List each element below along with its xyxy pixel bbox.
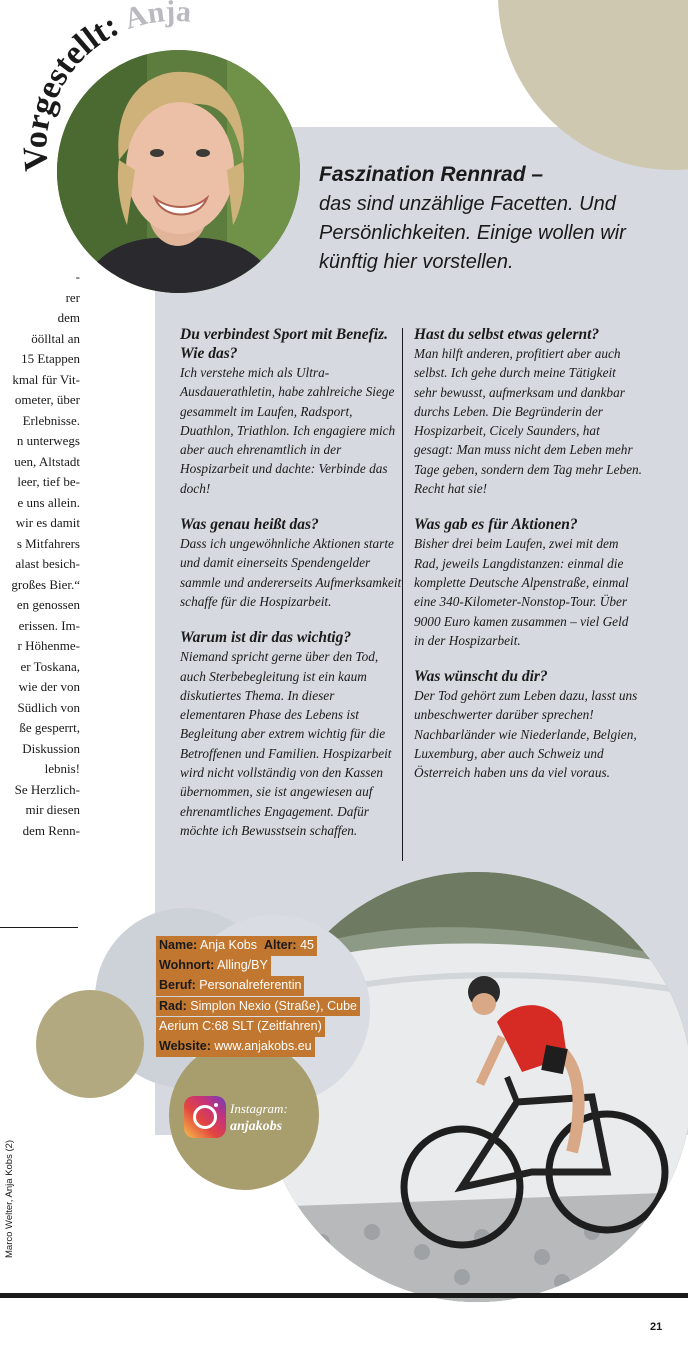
left-line: s Mitfahrers	[16, 535, 80, 551]
info-row-website	[156, 1037, 315, 1057]
title-kicker: Vorgestellt:	[16, 6, 125, 173]
left-column-cut-text	[0, 266, 80, 840]
left-line: e uns allein.	[17, 494, 80, 510]
left-line: mir diesen	[25, 802, 80, 817]
vorgestellt-curved-title	[0, 0, 320, 220]
answer: Ich verstehe mich als Ultra-Ausdauerathletin, habe zahlreiche Siege gesammelt im Laufen, Radsport, Duathlon, Triathlon. Ich engagiere mich aber auch ehrenamtlich in der Hospizarbeit und dachte: Verbinde das doch!	[180, 365, 396, 496]
left-line: r Höhenme-	[17, 638, 80, 653]
bike-value: Simplon Nexio (Straße), Cube	[190, 998, 357, 1013]
left-line: Se Herzlich-	[14, 781, 80, 797]
left-line: er Toskana,	[20, 658, 80, 674]
job-value: Personalreferentin	[199, 978, 302, 993]
left-line: en genossen	[16, 597, 80, 612]
question: Hast du selbst etwas gelernt?	[414, 326, 600, 343]
left-line: leer, tief be-	[17, 474, 80, 489]
question: Was gab es für Aktionen?	[414, 516, 578, 534]
left-line: -	[75, 269, 80, 284]
left-line: Diskussion	[22, 740, 80, 756]
left-line: ometer, über	[14, 392, 80, 407]
left-line: uen, Altstadt	[14, 453, 80, 469]
left-line: erissen. Im-	[18, 617, 80, 633]
residence-label: Wohnort:	[159, 958, 215, 973]
question: Warum ist dir das wichtig?	[180, 629, 352, 647]
residence-value: Alling/BY	[217, 958, 268, 973]
bottom-rule	[0, 1293, 688, 1298]
name-value: Anja Kobs	[200, 938, 257, 952]
bike-label: Rad:	[159, 998, 187, 1013]
left-line: lebnis!	[44, 761, 80, 776]
left-line: kmal für Vit-	[12, 371, 80, 387]
website-label: Website:	[159, 1039, 211, 1054]
instagram-username: anjakobs	[230, 1119, 283, 1134]
info-row-name	[156, 936, 317, 956]
website-link[interactable]: www.anjakobs.eu	[214, 1039, 312, 1054]
interview-column-2	[414, 325, 642, 800]
left-line: großes Bier.“	[11, 576, 80, 592]
intro-text	[319, 160, 679, 277]
title-name: Anja	[120, 0, 193, 36]
svg-text:Vorgestellt:Anja	[17, 0, 193, 173]
left-line: ße gesperrt,	[19, 720, 80, 735]
photo-credit: Marco Welter, Anja Kobs (2)	[4, 1139, 15, 1258]
left-line: Erlebnisse.	[22, 412, 80, 428]
left-line: dem Renn-	[22, 822, 80, 838]
instagram-label: Instagram:	[230, 1101, 288, 1116]
info-row-bike	[156, 997, 360, 1017]
question: Was wünscht du dir?	[414, 668, 548, 686]
question: Was genau heißt das?	[180, 516, 319, 534]
left-line: rer	[65, 289, 80, 305]
column-divider	[402, 328, 403, 861]
left-line: öölltal an	[31, 330, 80, 346]
info-row-bike-2	[156, 1017, 325, 1037]
answer: Dass ich ungewöhnliche Aktionen starte und damit einerseits Spendengelder sammle und andererseits Aufmerksamkeit schaffe für die Hospizarbeit.	[180, 536, 402, 609]
info-row-residence	[156, 956, 271, 976]
answer: Niemand spricht gerne über den Tod, auch Sterbebegleitung ist ein kaum diskutiertes Thema. In dieser elementaren Phase des Lebens ist Begleitung aber extrem wichtig für die Betroffenen und Familien. Hospizarbeit wird nicht vollständig von den Kassen übernommen, sie ist angewiesen auf ehrenamtliches Engagement. Dafür möchte ich Bewusstsein schaffen.	[180, 649, 392, 838]
instagram-icon[interactable]	[184, 1096, 226, 1138]
instagram-handle[interactable]	[230, 1100, 288, 1135]
profile-infobox	[156, 936, 360, 1057]
answer: Man hilft anderen, profitiert aber auch selbst. Ich gehe durch meine Tätigkeit sehr bewusst, aufmerksam und dankbar durchs Leben. Die Begründerin der Hospizarbeit, Cicely Saunders, hat gesagt: Man muss nicht dem Leben mehr Tage geben, sondern dem Tag mehr Leben. Recht hat sie!	[414, 346, 643, 497]
left-line: alast besich-	[15, 556, 80, 571]
olive-circle-decoration	[36, 990, 144, 1098]
left-line: 15 Etappen	[21, 351, 80, 366]
job-label: Beruf:	[159, 978, 196, 993]
left-line: n unterwegs	[16, 433, 80, 448]
page-number: 21	[650, 1321, 663, 1333]
name-label: Name:	[159, 938, 198, 952]
intro-body: das sind unzählige Facetten. Und Persönlichkeiten. Einige wollen wir künftig hier vorstellen.	[319, 193, 626, 273]
answer: Der Tod gehört zum Leben dazu, lasst uns unbeschwerter darüber sprechen! Nachbarländer wie Niederlande, Belgien, Luxemburg, aber auch Schweiz und Österreich haben uns da viel voraus.	[414, 688, 638, 781]
age-label: Alter:	[263, 938, 297, 952]
left-line: Südlich von	[17, 699, 80, 715]
info-row-job	[156, 976, 304, 996]
bike-value-2: Aerium C:68 SLT (Zeitfahren)	[159, 1018, 322, 1033]
left-column-rule	[0, 927, 78, 928]
left-line: wir es damit	[15, 515, 80, 530]
age-value: 45	[300, 938, 314, 952]
intro-lead: Faszination Rennrad –	[319, 163, 544, 186]
answer: Bisher drei beim Laufen, zwei mit dem Rad, jeweils Langdistanzen: einmal die komplette Deutsche Alpenstraße, einmal eine 340-Kilometer-Nonstop-Tour. Über 9000 Euro kamen zusammen – viel Geld in der Hospizarbeit.	[414, 536, 629, 648]
interview-column-1	[180, 325, 402, 857]
left-line: wie der von	[18, 679, 80, 694]
left-line: dem	[57, 310, 80, 325]
question: Du verbindest Sport mit Benefiz. Wie das?	[180, 326, 388, 362]
